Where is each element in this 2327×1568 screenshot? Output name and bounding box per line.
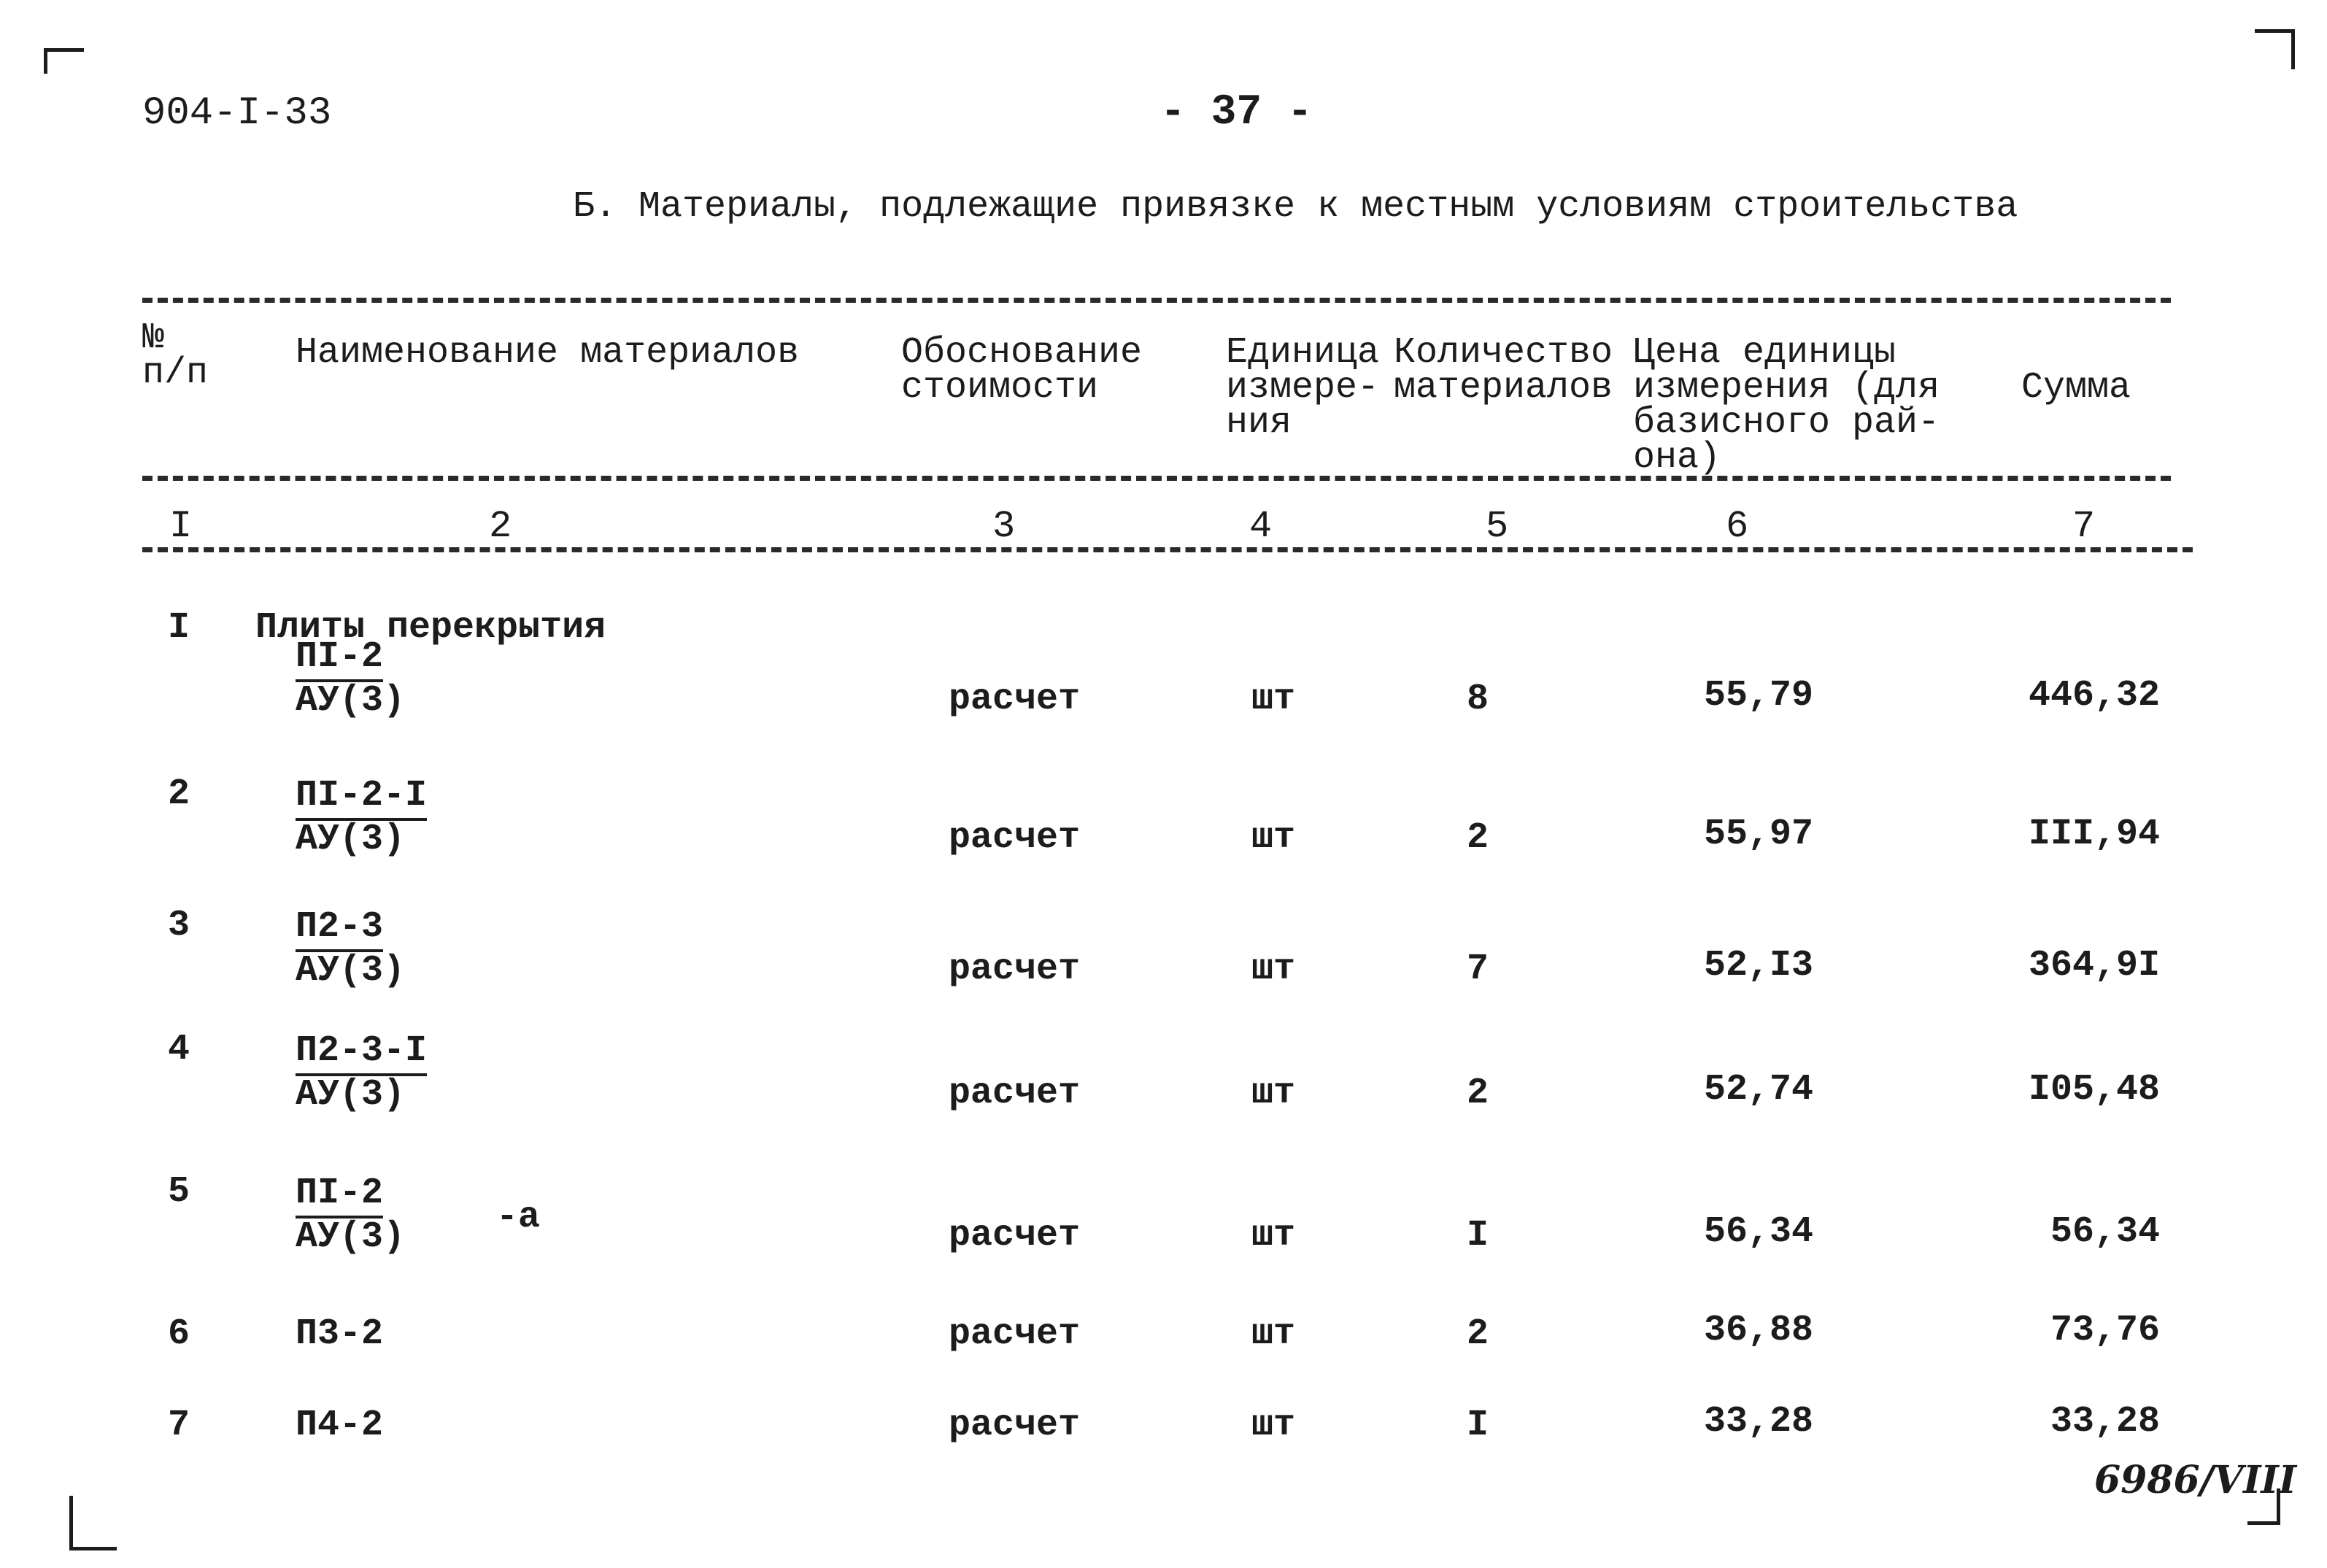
material-name: П3-2	[296, 1313, 384, 1355]
unit-price: 33,28	[1704, 1401, 1814, 1443]
column-header-sum: Сумма	[2021, 367, 2131, 409]
row-number: 7	[168, 1405, 190, 1446]
material-name-top: ПI-2	[296, 1173, 383, 1219]
material-name-bottom: АУ(3)	[296, 680, 406, 722]
material-name-top: ПI-2-I	[296, 775, 427, 821]
column-header-name: Наименование материалов	[296, 332, 800, 374]
quantity: 7	[1467, 949, 1489, 990]
document-code: 904-I-33	[142, 91, 332, 136]
quantity: I	[1467, 1405, 1489, 1446]
column-number-1: I	[169, 505, 193, 548]
sum: 446,32	[2028, 675, 2160, 717]
quantity: 2	[1467, 817, 1489, 859]
header-bottom-rule	[142, 476, 2171, 481]
cost-basis: расчет	[949, 949, 1081, 990]
unit-price: 55,97	[1704, 814, 1814, 855]
column-header-quantity: Количество материалов	[1394, 332, 1613, 409]
column-header-unit: Единица измере- ния	[1226, 332, 1380, 444]
cost-basis: расчет	[949, 1405, 1081, 1446]
row-number: 5	[168, 1171, 190, 1213]
row-number: 6	[168, 1313, 190, 1355]
column-number-5: 5	[1486, 505, 1509, 548]
sum: 56,34	[2050, 1211, 2160, 1253]
column-numbers-rule	[142, 547, 2193, 552]
unit: шт	[1251, 1405, 1296, 1446]
material-name-top: ПI-2	[296, 636, 383, 682]
quantity: I	[1467, 1215, 1489, 1256]
archive-stamp: 6986/VIII	[2094, 1458, 2297, 1502]
quantity: 2	[1467, 1073, 1489, 1114]
column-header-basis: Обоснование стоимости	[901, 332, 1143, 409]
unit: шт	[1251, 679, 1296, 720]
unit: шт	[1251, 1215, 1296, 1256]
row-number: 4	[168, 1029, 190, 1070]
cost-basis: расчет	[949, 1313, 1081, 1355]
row-number: 2	[168, 773, 190, 815]
row-number: I	[168, 607, 190, 649]
sum: 33,28	[2050, 1401, 2160, 1443]
unit-price: 52,74	[1704, 1069, 1814, 1111]
material-name-top: П2-3-I	[296, 1030, 427, 1076]
quantity: 2	[1467, 1313, 1489, 1355]
column-number-2: 2	[489, 505, 512, 548]
sum: 73,76	[2050, 1310, 2160, 1351]
quantity: 8	[1467, 679, 1489, 720]
cost-basis: расчет	[949, 679, 1081, 720]
sum: III,94	[2028, 814, 2160, 855]
sum: 364,9I	[2028, 945, 2160, 986]
unit: шт	[1251, 949, 1296, 990]
column-number-3: 3	[992, 505, 1016, 548]
column-header-number: № п/п	[142, 317, 209, 394]
unit-price: 52,I3	[1704, 945, 1814, 986]
cost-basis: расчет	[949, 817, 1081, 859]
material-name-top: П2-3	[296, 906, 383, 952]
material-name-bottom: АУ(3)	[296, 950, 406, 992]
corner-mark-bottom-left	[69, 1496, 117, 1550]
sum: I05,48	[2028, 1069, 2160, 1111]
corner-mark-top-left	[44, 48, 84, 74]
section-title: Б. Материалы, подлежащие привязке к местным условиям строительства	[573, 186, 2018, 228]
unit-price: 56,34	[1704, 1211, 1814, 1253]
material-name-bottom: АУ(3)	[296, 1074, 406, 1116]
cost-basis: расчет	[949, 1215, 1081, 1256]
column-number-6: 6	[1726, 505, 1749, 548]
material-name-suffix: -а	[496, 1197, 541, 1238]
column-header-price: Цена единицы измерения (для базисного рай- она)	[1633, 332, 1940, 479]
unit-price: 36,88	[1704, 1310, 1814, 1351]
material-name-bottom: АУ(3)	[296, 1216, 406, 1258]
row-number: 3	[168, 905, 190, 946]
column-number-4: 4	[1249, 505, 1273, 548]
group-title: Плиты перекрытия	[255, 607, 606, 649]
table-top-rule	[142, 298, 2171, 303]
material-name-bottom: АУ(3)	[296, 819, 406, 860]
corner-mark-top-right	[2255, 29, 2295, 69]
unit: шт	[1251, 1073, 1296, 1114]
cost-basis: расчет	[949, 1073, 1081, 1114]
column-number-7: 7	[2072, 505, 2096, 548]
unit: шт	[1251, 1313, 1296, 1355]
material-name: П4-2	[296, 1405, 384, 1446]
page-number: - 37 -	[1160, 89, 1313, 136]
unit: шт	[1251, 817, 1296, 859]
unit-price: 55,79	[1704, 675, 1814, 717]
